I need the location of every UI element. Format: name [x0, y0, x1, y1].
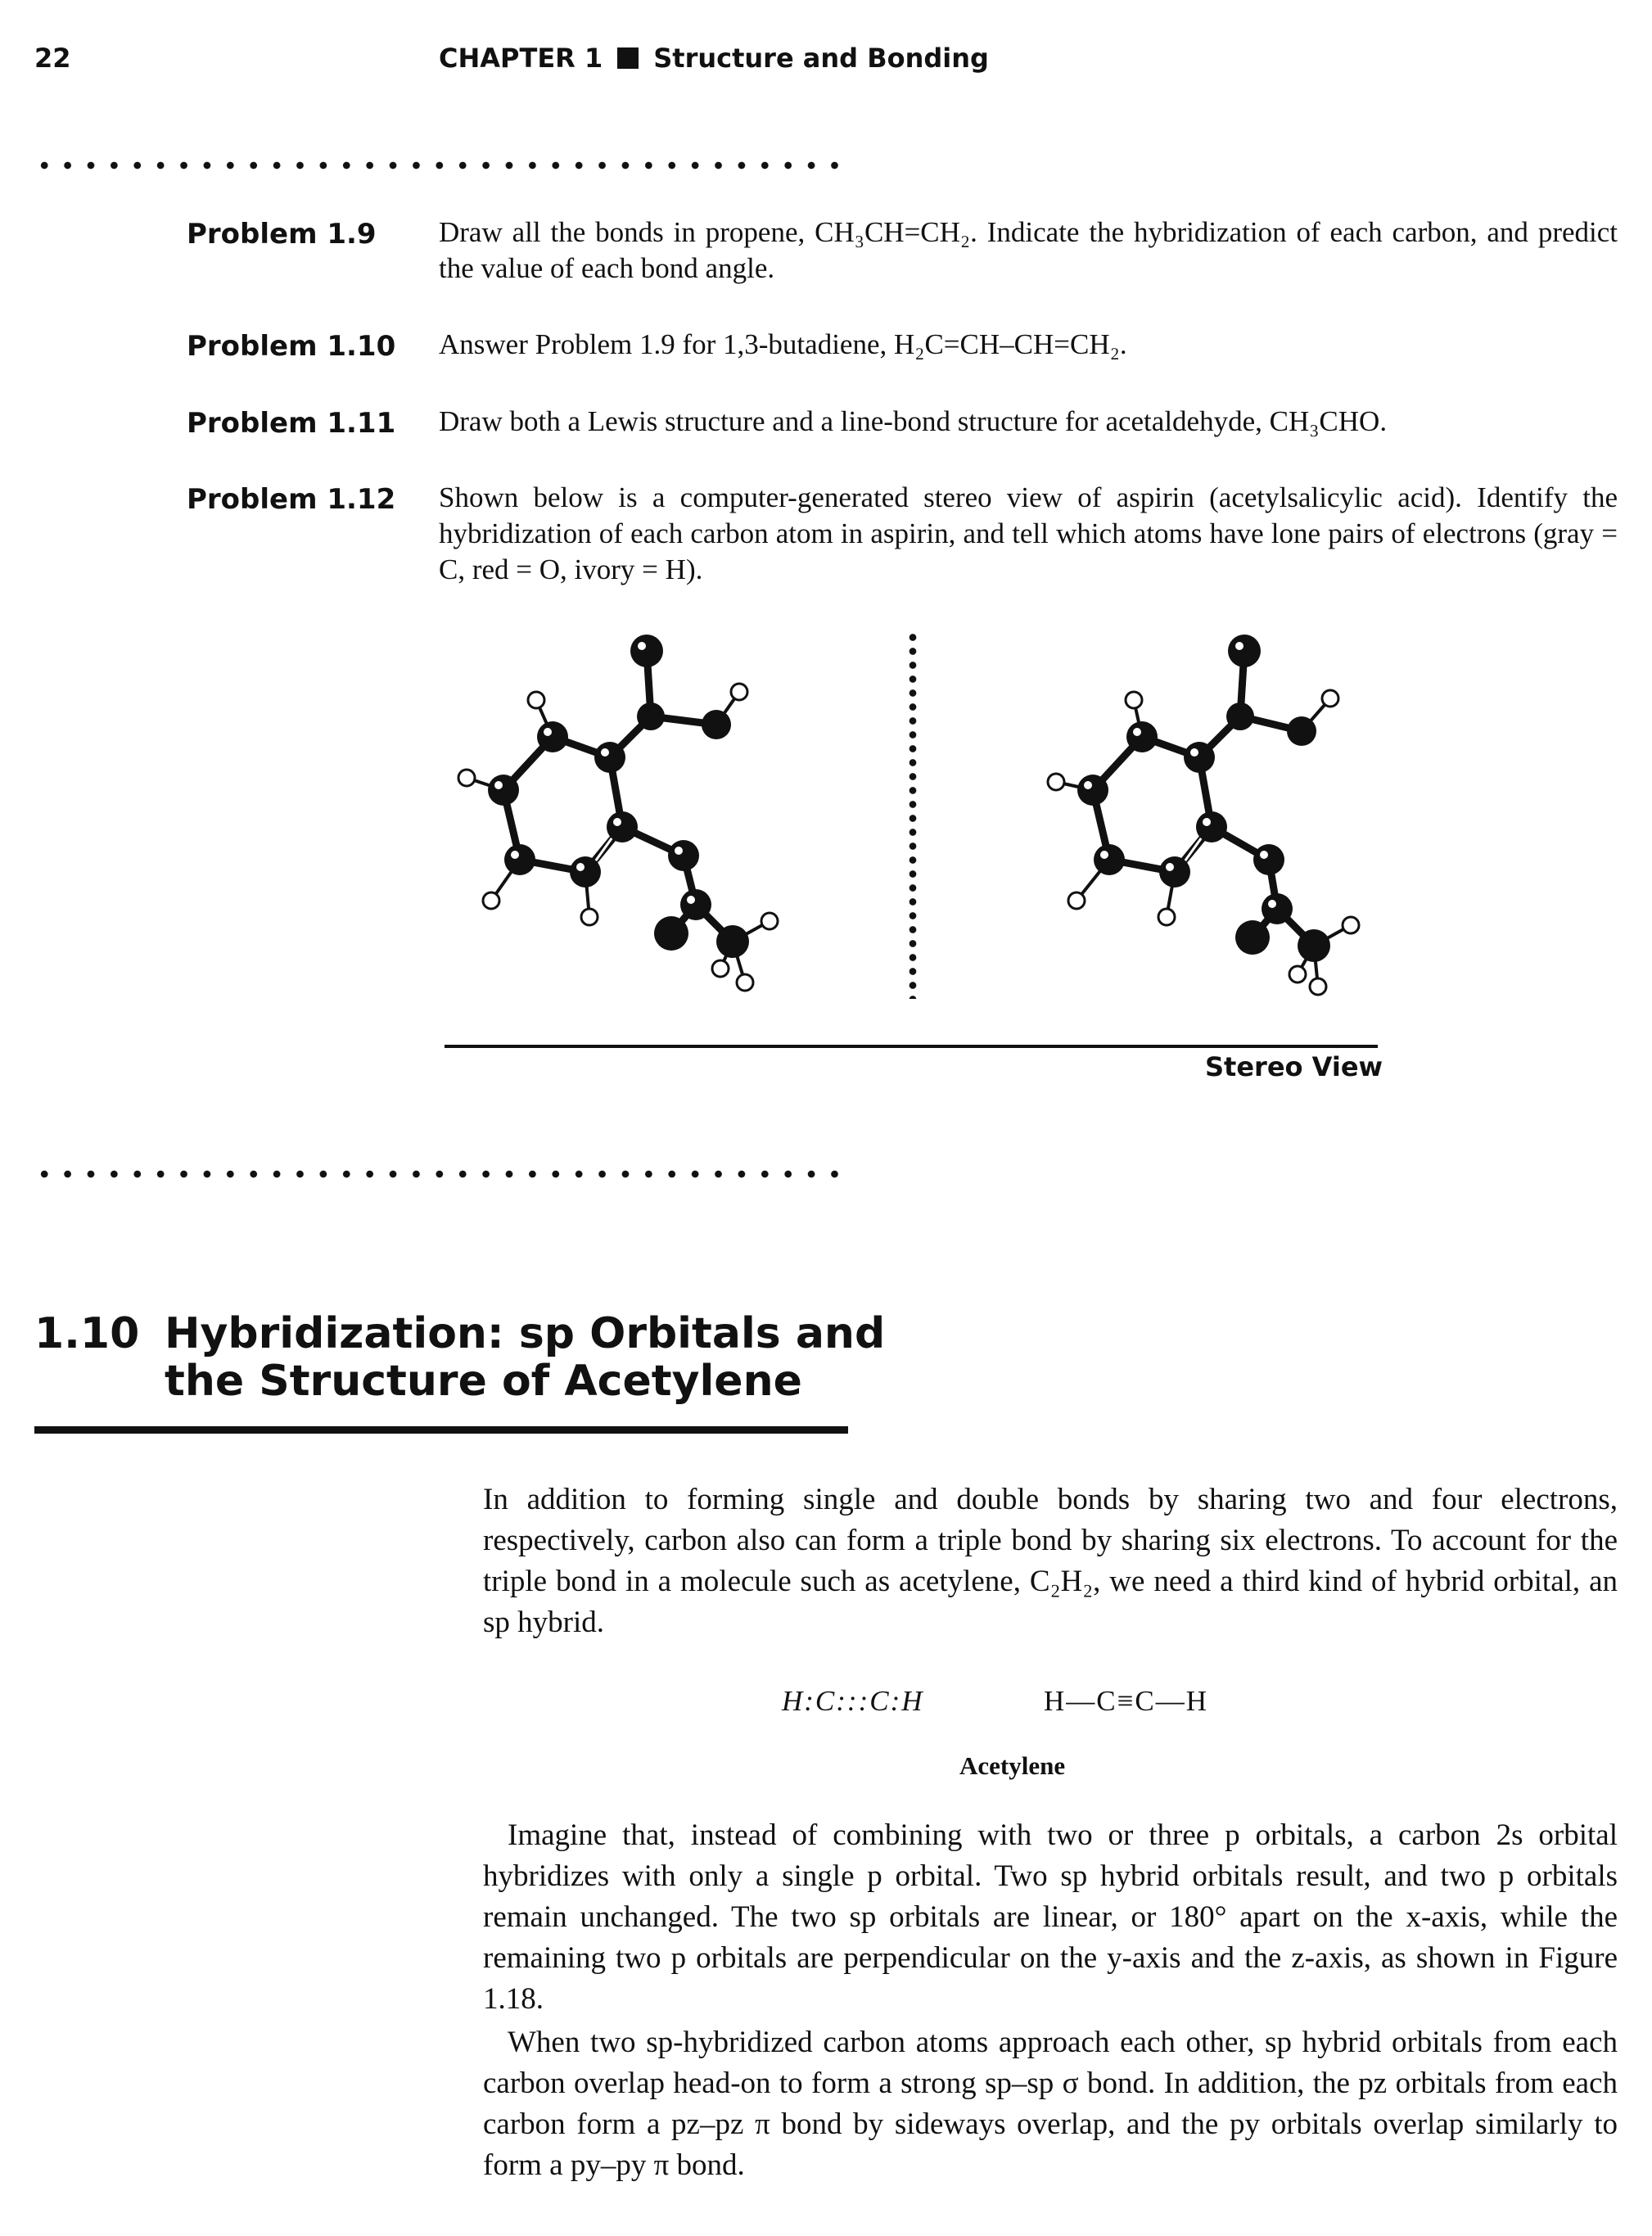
- problem-text: Draw both a Lewis structure and a line-bond structure for acetaldehyde, CH₃CHO.: [439, 405, 1388, 437]
- dotted-divider: [33, 1170, 847, 1178]
- problem-text: Answer Problem 1.9 for 1,3-butadiene, H₂C=CH–CH=CH₂.: [439, 328, 1127, 360]
- square-bullet-icon: [617, 47, 639, 69]
- dotted-divider: [33, 161, 847, 169]
- section-heading: [34, 1310, 885, 1405]
- problem-text: Shown below is a computer-generated stereo view of aspirin (acetylsalicylic acid). Identify the hybridization of each carbon atom in aspirin, and tell which atoms have lone pairs of electrons (gray = C, red = O, ivory = H).: [439, 481, 1618, 585]
- aspirin-molecule-left: [438, 626, 798, 1019]
- section-title-line2: the Structure of Acetylene: [165, 1357, 802, 1406]
- section-rule: [34, 1426, 848, 1434]
- chapter-title: Structure and Bonding: [653, 43, 989, 74]
- paragraph: When two sp-hybridized carbon atoms approach each other, sp hybrid orbitals from each carbon overlap head-on to form a strong sp–sp σ bond. In addition, the pz orbitals from each carbon form a pz–pz π bond by sideways overlap, and the py orbitals overlap similarly to form a py–py π bond.: [483, 2026, 1618, 2182]
- section-number: 1.10: [34, 1309, 140, 1358]
- aspirin-molecule-right: [1019, 626, 1379, 1019]
- acetylene-line-bond-structure: H—C≡C—H: [1044, 1685, 1208, 1717]
- problem-label: Problem 1.12: [187, 483, 396, 516]
- running-header: [439, 43, 989, 74]
- paragraph: In addition to forming single and double bonds by sharing two and four electrons, respectively, carbon also can form a triple bond by sharing six electrons. To account for the triple bond in a molecule such as acetylene, C₂H₂, we need a third kind of hybrid orbital, an sp hybrid.: [483, 1483, 1618, 1639]
- chapter-label: CHAPTER 1: [439, 43, 603, 74]
- stereo-divider: [909, 630, 917, 999]
- acetylene-label: Acetylene: [959, 1751, 1066, 1780]
- figure-rule: [445, 1045, 1378, 1048]
- problem-text: Draw all the bonds in propene, CH₃CH=CH₂. Indicate the hybridization of each carbon, and predict the value of each bond angle.: [439, 216, 1618, 284]
- problem-label: Problem 1.10: [187, 330, 396, 363]
- paragraph: Imagine that, instead of combining with two or three p orbitals, a carbon 2s orbital hybridizes with only a single p orbital. Two sp hybrid orbitals result, and two p orbitals remain unchanged. The two sp orbitals are linear, or 180° apart on the x-axis, while the remaining two p orbitals are perpendicular on the y-axis and the z-axis, as shown in Figure 1.18.: [483, 1818, 1618, 2016]
- problem-label: Problem 1.9: [187, 218, 377, 251]
- acetylene-lewis-structure: H:C:::C:H: [782, 1685, 924, 1717]
- figure-caption: Stereo View: [1205, 1051, 1383, 1082]
- page-number: 22: [34, 43, 71, 74]
- section-title-line1: Hybridization: sp Orbitals and: [165, 1309, 886, 1358]
- problem-label: Problem 1.11: [187, 407, 396, 440]
